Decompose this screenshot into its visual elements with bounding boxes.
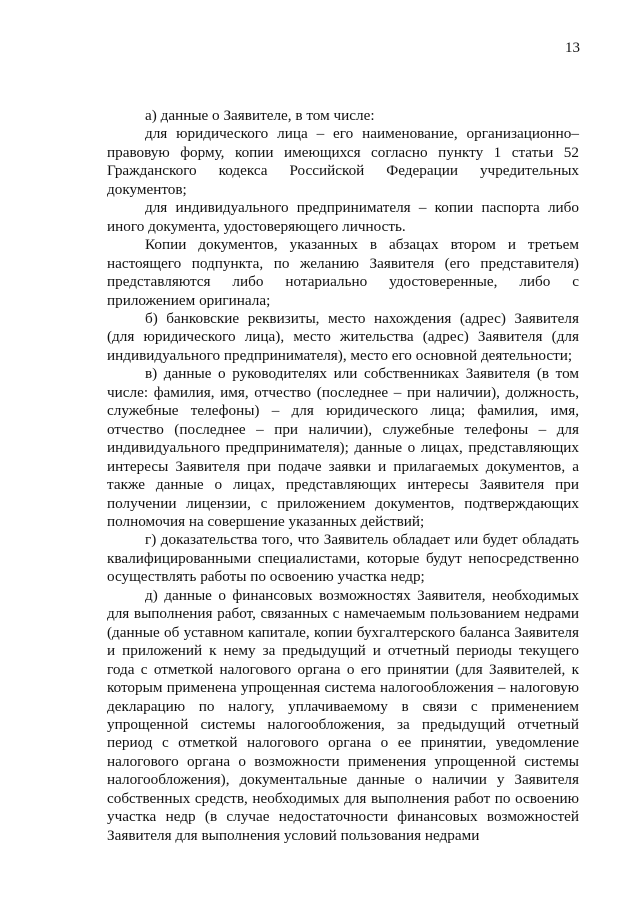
paragraph-bank-details: б) банковские реквизиты, место нахождения (адрес) Заявителя (для юридического лица), место жительства (адрес) Заявителя (для индивидуального предпринимателя), место его основной деятельности; — [107, 309, 579, 364]
paragraph-applicant-data: а) данные о Заявителе, в том числе: — [145, 107, 375, 124]
paragraph-document-copies: Копии документов, указанных в абзацах втором и третьем настоящего подпункта, по желанию Заявителя (его представителя) представляются либо нотариально удостоверенные, либо с приложением оригинала; — [107, 236, 579, 309]
paragraph-legal-entity: для юридического лица – его наименование, организационно–правовую форму, копии имеющихся согласно пункту 1 статьи 52 Гражданского кодекса Российской Федерации учредительных документов; — [107, 125, 579, 198]
page-number: 13 — [565, 40, 580, 56]
paragraph-individual-entrepreneur: для индивидуального предпринимателя – копии паспорта либо иного документа, удостоверяющего личность. — [107, 199, 579, 235]
paragraph-managers-data: в) данные о руководителях или собственниках Заявителя (в том числе: фамилия, имя, отчество (последнее – при наличии), должность, служебные телефоны) – для юридического лица; фамилия, имя, отчество (последнее – при наличии), служебные телефоны – для индивидуального предпринимателя); данные о лицах, представляющих интересы Заявителя при подаче заявки и прилагаемых документов, а также данные о лицах, представляющих интересы Заявителя при получении лицензии, с приложением документов, подтверждающих полномочия на совершение указанных действий; — [107, 365, 579, 530]
paragraph-qualified-specialists: г) доказательства того, что Заявитель обладает или будет обладать квалифицированными специалистами, которые будут непосредственно осуществлять работы по освоению участка недр; — [107, 531, 579, 586]
paragraph-financial-capabilities: д) данные о финансовых возможностях Заявителя, необходимых для выполнения работ, связанных с намечаемым пользованием недрами (данные об уставном капитале, копии бухгалтерского баланса Заявителя и приложений к нему за предыдущий и отчетный периоды текущего года с отметкой налогового органа о его принятии (для Заявителей, к которым применена упрощенная система налогообложения – налоговую декларацию по налогу, уплачиваемому в связи с применением упрощенной системы налогообложения, за предыдущий отчетный период с отметкой налогового органа о ее принятии, уведомление налогового органа о возможности применения упрощенной системы налогообложения), документальные данные о наличии у Заявителя собственных средств, необходимых для выполнения работ по освоению участка недр (в случае недостаточности финансовых возможностей Заявителя для выполнения условий пользования недрами — [107, 586, 579, 844]
document-body — [107, 107, 579, 845]
